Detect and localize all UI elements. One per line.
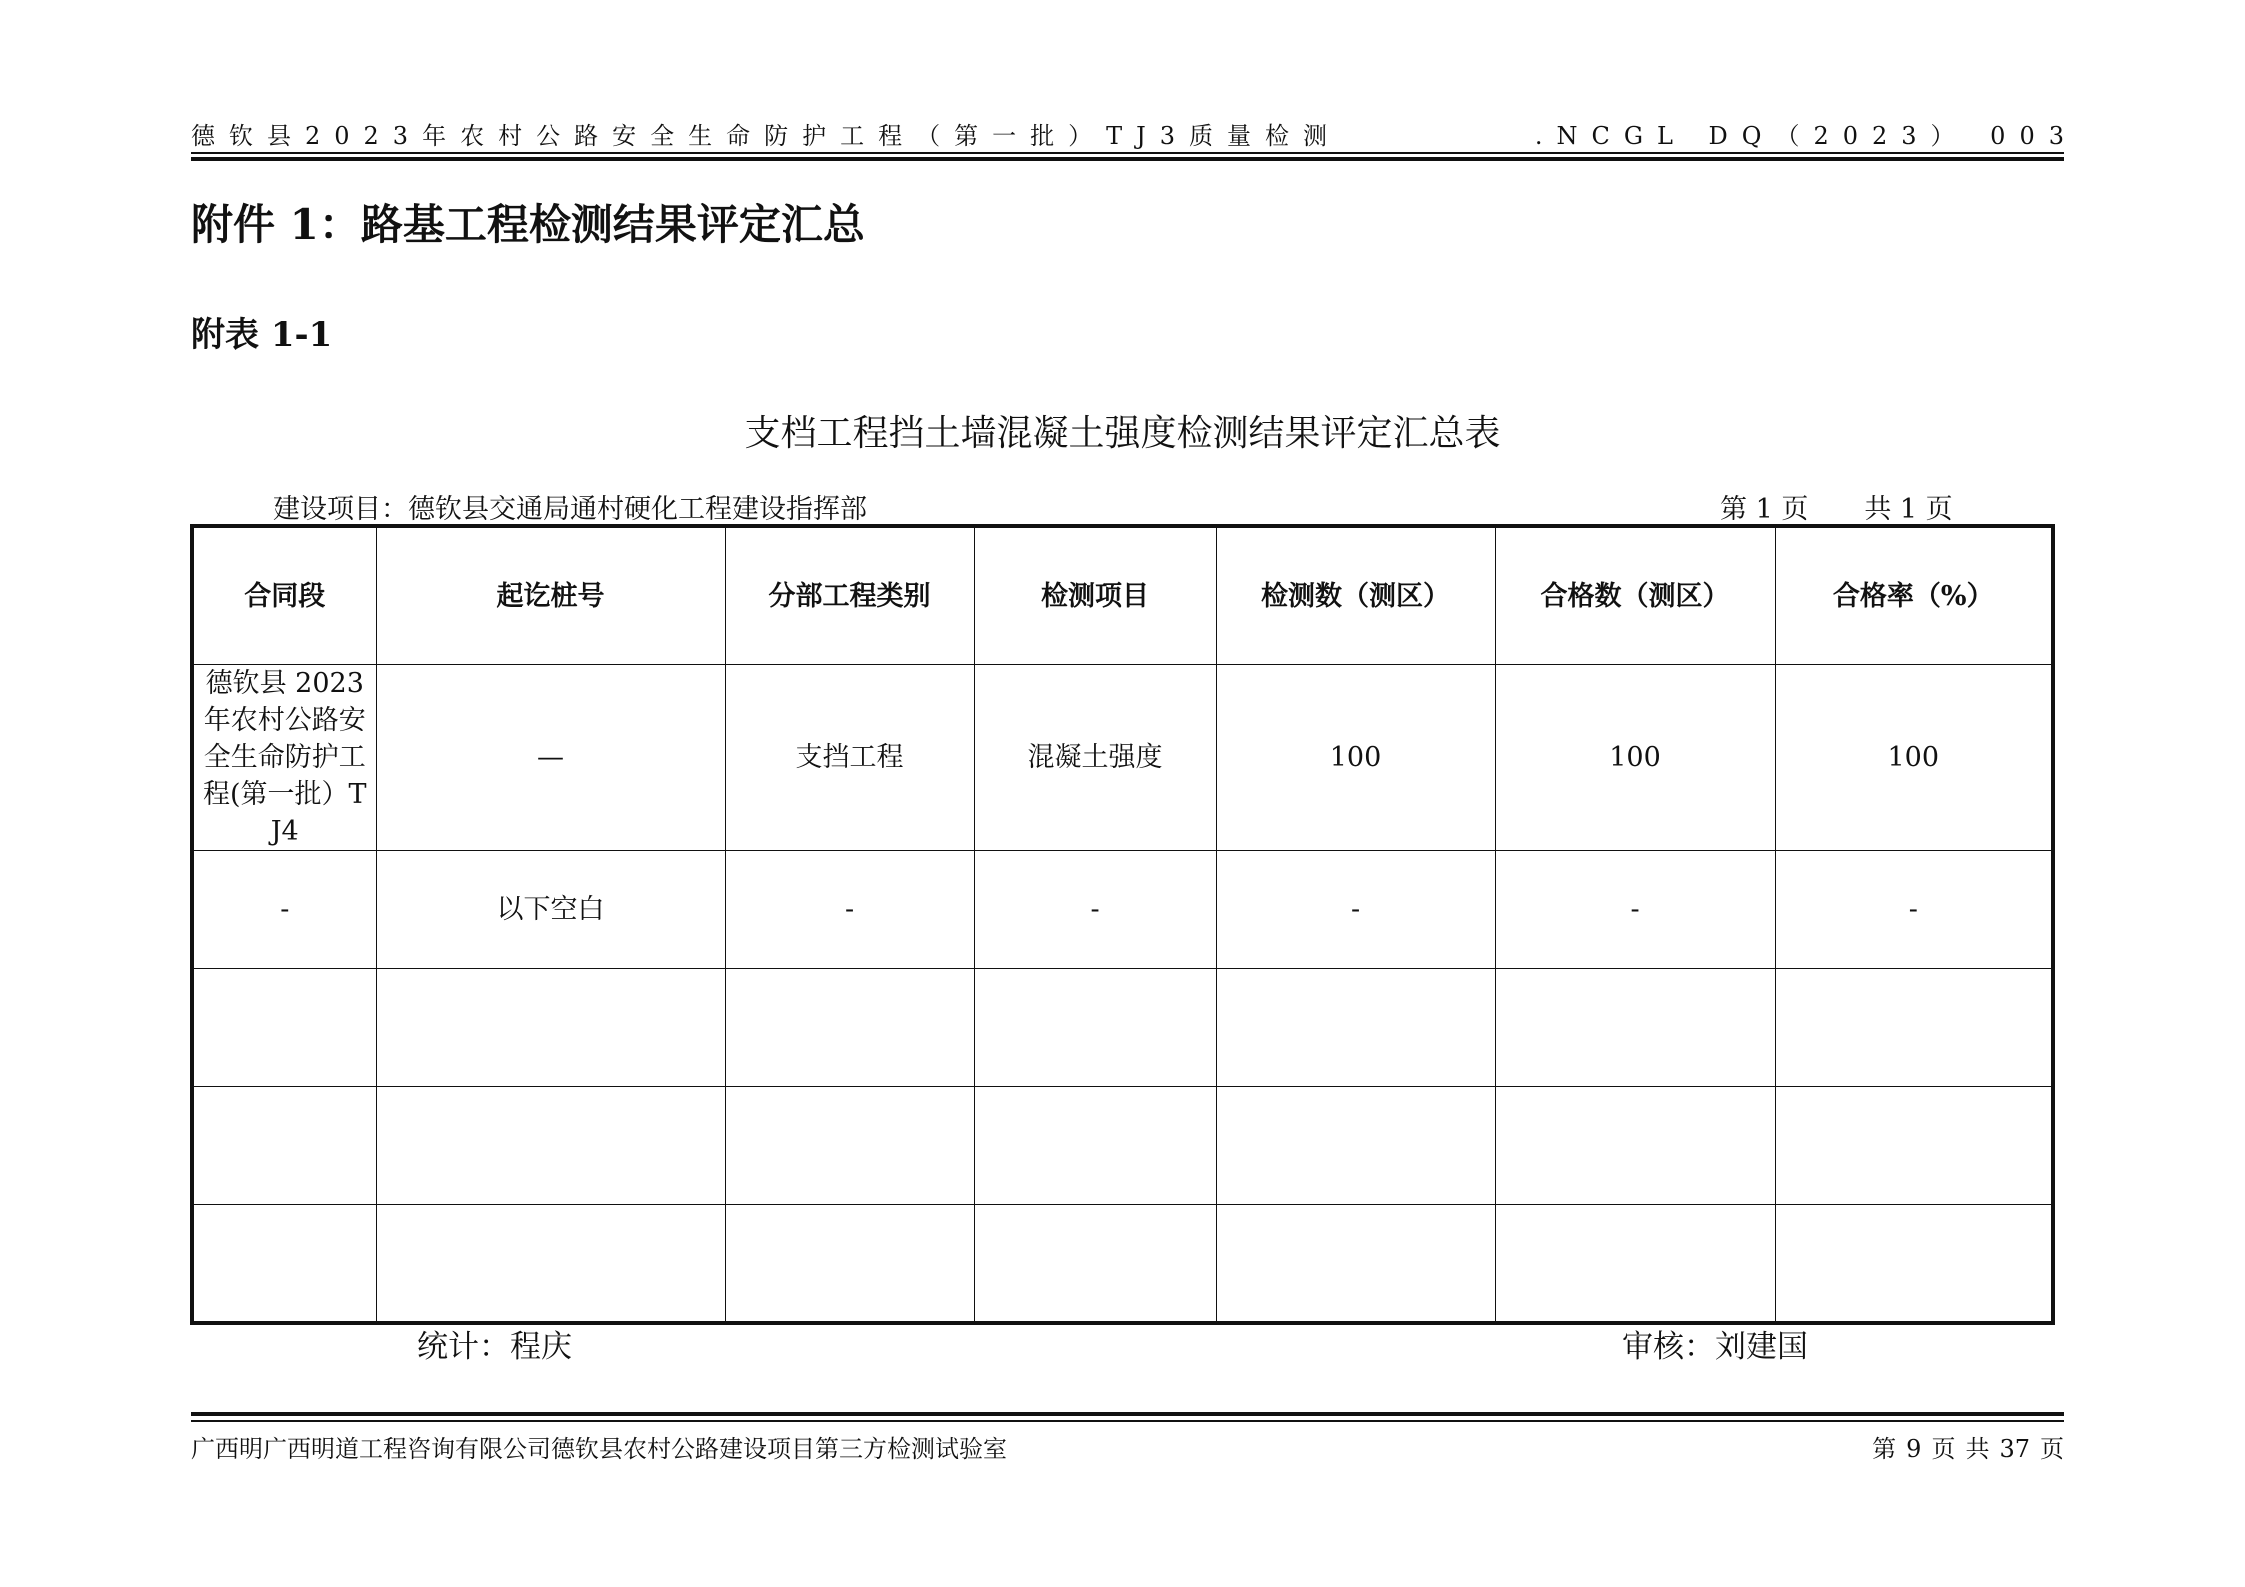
table-cell: - — [974, 851, 1216, 969]
table-page-number: 第 1 页 — [1720, 494, 1809, 525]
footer-rule — [191, 1420, 2064, 1422]
header-contract-section: 合同段 — [192, 526, 376, 665]
table-cell: 支挡工程 — [725, 665, 974, 851]
table-cell — [1775, 1087, 2053, 1205]
table-cell — [725, 969, 974, 1087]
table-page-info — [1720, 487, 1953, 526]
table-cell — [1495, 1087, 1775, 1205]
page-header — [191, 112, 2078, 154]
table-cell — [1216, 969, 1495, 1087]
table-title: 支档工程挡土墙混凝土强度检测结果评定汇总表 — [744, 413, 1501, 454]
table-cell — [1216, 1205, 1495, 1323]
table-cell — [192, 969, 376, 1087]
table-cell — [1775, 969, 2053, 1087]
table-cell — [974, 1087, 1216, 1205]
footer-organization: 广西明广西明道工程咨询有限公司德钦县农村公路建设项目第三方检测试验室 — [191, 1435, 1007, 1463]
header-rule — [191, 152, 2064, 154]
statistician-signature: 统计：程庆 — [417, 1329, 572, 1365]
footer-page-current: 9 — [1906, 1435, 1922, 1463]
header-report-number: .NCGL DQ（2023） 003 — [1534, 122, 2078, 150]
table-cell: 100 — [1216, 665, 1495, 851]
table-cell: 混凝土强度 — [974, 665, 1216, 851]
footer-page-total: 37 — [1999, 1435, 2030, 1463]
table-cell — [974, 1205, 1216, 1323]
header-pass-count: 合格数（测区） — [1495, 526, 1775, 665]
footer-page-text: 共 — [1965, 1435, 1990, 1463]
table-row — [192, 969, 2053, 1087]
table-cell: — — [376, 665, 725, 851]
table-header-row — [192, 526, 2053, 665]
table-cell — [1495, 1205, 1775, 1323]
table-row — [192, 1087, 2053, 1205]
table-cell: - — [192, 851, 376, 969]
table-cell — [725, 1087, 974, 1205]
table-cell — [725, 1205, 974, 1323]
table-cell: - — [725, 851, 974, 969]
footer-page-text: 第 — [1872, 1435, 1897, 1463]
table-cell: - — [1495, 851, 1775, 969]
table-cell: 以下空白 — [376, 851, 725, 969]
table-cell — [376, 1087, 725, 1205]
table-cell — [1216, 1087, 1495, 1205]
header-test-count: 检测数（测区） — [1216, 526, 1495, 665]
attachment-title: 附件 1：路基工程检测结果评定汇总 — [191, 200, 865, 249]
table-cell — [192, 1205, 376, 1323]
table-row — [192, 665, 2053, 851]
reviewer-signature: 审核：刘建国 — [1622, 1329, 1808, 1365]
table-row — [192, 1205, 2053, 1323]
table-cell: 德钦县 2023 年农村公路安全生命防护工程(第一批）TJ4 — [192, 665, 376, 851]
footer-page-number — [1862, 1429, 2064, 1464]
header-test-item: 检测项目 — [974, 526, 1216, 665]
footer-page-text: 页 — [2040, 1435, 2064, 1463]
header-subproject-type: 分部工程类别 — [725, 526, 974, 665]
summary-table — [190, 524, 2055, 1325]
table-cell: 100 — [1775, 665, 2053, 851]
table-page-total: 共 1 页 — [1864, 494, 1953, 525]
footer-page-text: 页 — [1931, 1435, 1956, 1463]
appendix-label: 附表 1-1 — [191, 315, 333, 355]
table-cell: 100 — [1495, 665, 1775, 851]
header-report-title: 德钦县2023年农村公路安全生命防护工程（第一批）TJ3质量检测 — [191, 122, 1341, 150]
header-rule-thick — [191, 157, 2064, 161]
header-stake-range: 起讫桩号 — [376, 526, 725, 665]
project-name: 建设项目：德钦县交通局通村硬化工程建设指挥部 — [273, 494, 867, 525]
table-row — [192, 851, 2053, 969]
table-cell — [376, 969, 725, 1087]
footer-rule-thick — [191, 1412, 2064, 1416]
table-cell — [192, 1087, 376, 1205]
table-cell — [376, 1205, 725, 1323]
table-cell — [974, 969, 1216, 1087]
header-pass-rate: 合格率（%） — [1775, 526, 2053, 665]
table-cell — [1775, 1205, 2053, 1323]
table-cell: - — [1775, 851, 2053, 969]
table-cell — [1495, 969, 1775, 1087]
table-cell: - — [1216, 851, 1495, 969]
